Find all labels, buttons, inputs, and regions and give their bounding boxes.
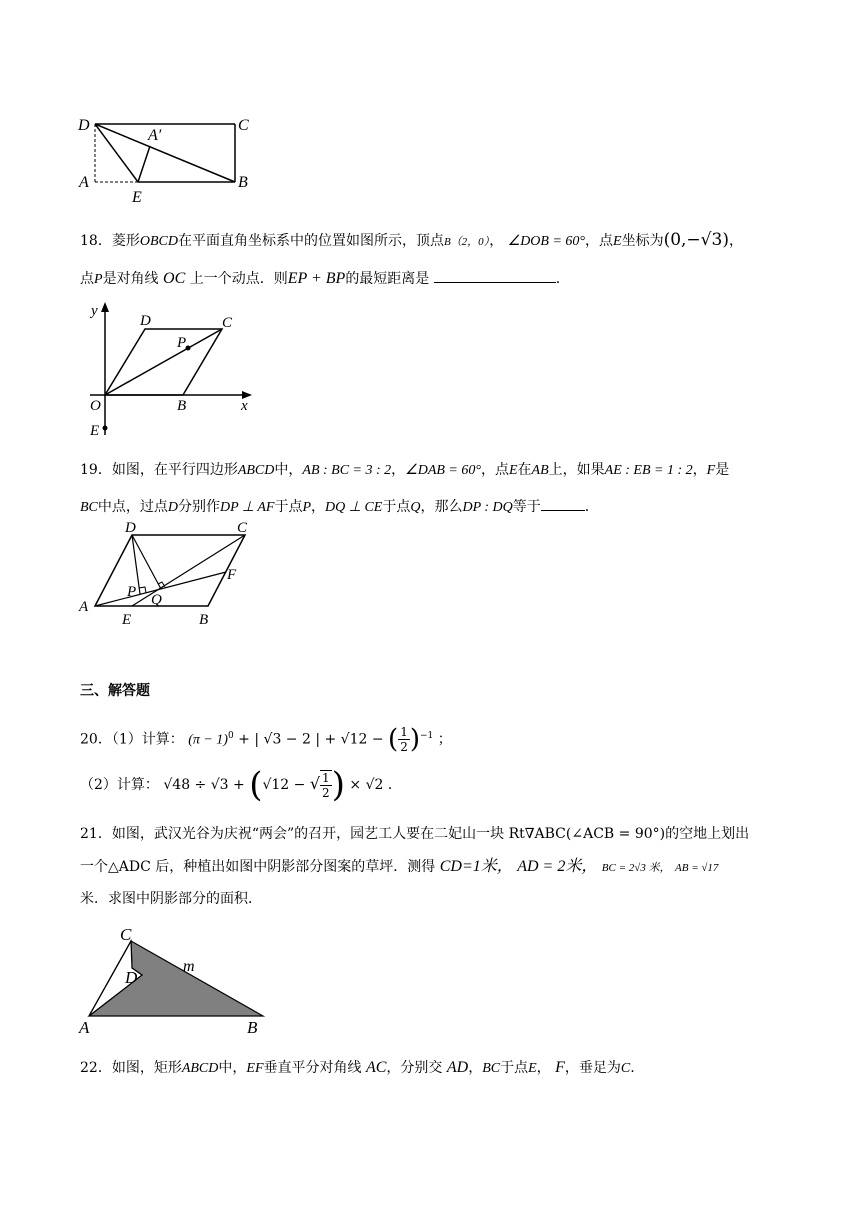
q20-part2: （2）计算： √48 ÷ √3 + (√12 − √ $\frac{1}{2}$ ) × √2 ． xyxy=(80,765,402,805)
q22-side-ad: AD xyxy=(446,1059,469,1076)
q22-text: ， xyxy=(468,1060,483,1076)
q22-text: 于点 xyxy=(500,1060,529,1076)
q21-text: 一个△ADC 后，种植出如图中阴影部分图案的草坪．测得 xyxy=(80,859,436,875)
q18-shape: OBCD xyxy=(139,234,178,249)
q19-line1 xyxy=(80,460,729,481)
q20-frac-denominator: 2 xyxy=(322,786,330,800)
label-C: C xyxy=(238,117,249,134)
q19-text: ． xyxy=(584,499,599,515)
q18-text: 上一个动点．则 xyxy=(189,271,288,287)
parallelogram-ABCD xyxy=(95,535,245,606)
q21-line2 xyxy=(80,857,718,878)
q19-text: 是 xyxy=(715,462,730,478)
q19-text: 分别作 xyxy=(178,499,221,515)
q18-line1 xyxy=(80,230,743,252)
q20-part2-label: （2）计算： xyxy=(80,777,159,793)
label-A-prime: A′ xyxy=(148,127,162,144)
label-E: E xyxy=(122,612,132,628)
q19-ratio-ab-bc: AB : BC = 3 : 2 xyxy=(302,463,392,478)
label-P: P xyxy=(127,584,137,600)
label-D: D xyxy=(125,522,136,536)
q19-text: 于点 xyxy=(274,499,303,515)
label-B: B xyxy=(199,612,209,628)
q19-ratio-ae-eb: AE : EB = 1 : 2 xyxy=(604,463,693,478)
label-m: m xyxy=(183,958,195,975)
q19-text: ， xyxy=(391,462,406,478)
label-x: x xyxy=(241,398,248,414)
label-D: D xyxy=(78,117,90,134)
label-F: F xyxy=(227,567,237,583)
q22-point-f: F xyxy=(555,1059,565,1076)
q18-point-b: B（2，0） xyxy=(443,236,490,248)
q22-line1 xyxy=(80,1058,635,1079)
label-C: C xyxy=(222,315,233,331)
q18-text: 坐标为 xyxy=(621,233,664,249)
q18-text: 是对角线 xyxy=(102,271,159,287)
q18-number: 18． xyxy=(80,233,112,249)
q19-text: 上，如果 xyxy=(548,462,605,478)
q22-text: ，垂足为 xyxy=(564,1060,621,1076)
q18-coord-e: (0,−√3) xyxy=(663,230,729,250)
diag-OC xyxy=(105,329,222,395)
q19-text: 于点 xyxy=(382,499,411,515)
q22-side-bc: BC xyxy=(482,1061,501,1076)
figure-q21 xyxy=(75,920,275,1040)
y-axis-arrow xyxy=(101,302,109,312)
point-E xyxy=(103,426,108,431)
q21-ab: AB = √17 xyxy=(675,862,719,874)
q18-text: 点 xyxy=(80,271,94,287)
q21-line3: 米．求图中阴影部分的面积． xyxy=(80,891,262,907)
q22-text: ，分别交 xyxy=(386,1060,443,1076)
q22-text: . xyxy=(630,1060,635,1076)
q20-frac-denominator: 2 xyxy=(400,740,408,755)
q18-line2 xyxy=(80,268,570,290)
q20-expr-part: √48 ÷ √3 + xyxy=(163,777,250,793)
q19-point-p: P xyxy=(302,500,312,515)
q18-text: 菱形 xyxy=(111,233,140,249)
q19-ratio-dp-dq: DP : DQ xyxy=(462,500,513,515)
q18-point-e: E xyxy=(613,234,622,249)
label-D: D xyxy=(140,313,151,329)
q21-ad: AD = 2米， xyxy=(517,858,598,875)
q20-text: ． xyxy=(387,777,402,793)
q22-shape: ABCD xyxy=(181,1061,219,1076)
q20-expr-part: + | √3 − 2 | + √12 − xyxy=(233,731,389,748)
q20-exponent-neg1: −1 xyxy=(420,731,434,741)
q22-point-e: E xyxy=(528,1061,537,1076)
point-P xyxy=(186,346,191,351)
q19-text: 等于 xyxy=(512,499,541,515)
q18-text: 在平面直角坐标系中的位置如图所示，顶点 xyxy=(177,233,444,249)
label-C: C xyxy=(120,925,132,944)
q18-text: ． xyxy=(555,271,570,287)
q19-text: 中， xyxy=(274,462,303,478)
q19-text: ， xyxy=(311,499,326,515)
q18-text: 的最短距离是 xyxy=(345,271,430,287)
label-O: O xyxy=(90,398,101,414)
figure-q17 xyxy=(70,110,270,210)
q19-point-f: F xyxy=(706,463,716,478)
q22-text: 中， xyxy=(218,1060,247,1076)
q22-point-c: C xyxy=(620,1061,631,1076)
q18-text: ， xyxy=(489,233,504,249)
q22-text: 垂直平分对角线 xyxy=(263,1060,362,1076)
label-D: D xyxy=(125,968,138,987)
q22-segment-ef: EF xyxy=(246,1061,264,1076)
label-B: B xyxy=(177,398,187,414)
q18-expression: EP + BP xyxy=(287,270,346,287)
q19-side-bc: BC xyxy=(80,500,98,515)
q18-answer-blank xyxy=(434,268,556,283)
label-A: A xyxy=(79,174,89,191)
q19-number: 19． xyxy=(80,462,112,478)
q19-text: 中点，过点 xyxy=(97,499,168,515)
figure-q18 xyxy=(80,300,280,445)
q19-text: 在 xyxy=(517,462,532,478)
q19-point-e: E xyxy=(508,463,518,478)
q19-text: 如图，在平行四边形 xyxy=(111,462,238,478)
q20-expr-part: × √2 xyxy=(344,777,384,793)
q18-point-p: P xyxy=(94,272,103,287)
section-heading: 三、解答题 xyxy=(80,683,150,699)
q20-part1-label: 20．（1）计算： xyxy=(80,731,184,748)
q19-text: ， xyxy=(692,462,707,478)
q19-side-ab: AB xyxy=(531,463,549,478)
q21-line1: 21．如图，武汉光谷为庆祝“两会”的召开，园艺工人要在二妃山一块 Rt∇ABC(∠ACB = 90°)的空地上划出 xyxy=(80,826,750,842)
q22-text: ， xyxy=(536,1060,551,1076)
q20-frac-numerator: 1 xyxy=(400,725,408,740)
q20-part1: 20．（1）计算： $(\pi - 1)^0$ + | √3 − 2 | + √12 − ( $\frac{1}{2}$ )$^{-1}$ ； xyxy=(80,724,452,755)
label-E: E xyxy=(90,423,100,439)
q21-cd: CD=1米， xyxy=(439,858,513,875)
q20-pi-minus-1: (π − 1) xyxy=(188,732,228,748)
q22-diagonal-ac: AC xyxy=(365,1059,387,1076)
q19-perp-dq: DQ ⊥ CE xyxy=(325,500,383,515)
q21-bc: BC = 2√3 米， xyxy=(601,862,671,874)
q18-diagonal: OC xyxy=(163,270,186,287)
seg-DQ xyxy=(132,535,161,589)
label-y: y xyxy=(91,303,98,319)
q19-point-d: D xyxy=(167,500,179,515)
q19-shape: ABCD xyxy=(237,463,275,478)
figure-q19 xyxy=(75,522,260,630)
q18-angle: ∠DOB = 60° xyxy=(507,234,586,249)
q20-exponent-0: 0 xyxy=(227,731,234,741)
seg-EA-prime xyxy=(138,146,150,182)
q20-frac-numerator: 1 xyxy=(322,771,330,785)
q19-perp-dp: DP ⊥ AF xyxy=(220,500,275,515)
q20-text: ； xyxy=(437,731,452,748)
label-C: C xyxy=(237,522,248,536)
label-B: B xyxy=(238,174,248,191)
label-B: B xyxy=(247,1018,258,1037)
q19-angle: ∠DAB = 60° xyxy=(405,463,481,478)
label-P: P xyxy=(177,335,187,351)
q19-text: ，点 xyxy=(480,462,509,478)
q20-inner-expr: √12 − xyxy=(262,777,310,793)
label-E: E xyxy=(132,189,142,206)
q19-text: ，那么 xyxy=(420,499,463,515)
label-A: A xyxy=(79,599,89,615)
q19-point-q: Q xyxy=(410,500,421,515)
q22-text: 22．如图，矩形 xyxy=(80,1060,182,1076)
q18-text: ，点 xyxy=(585,233,614,249)
q18-text: ， xyxy=(728,233,743,249)
q19-answer-blank xyxy=(541,496,585,511)
q19-line2 xyxy=(80,496,599,518)
label-Q: Q xyxy=(151,592,162,608)
label-A: A xyxy=(79,1018,90,1037)
